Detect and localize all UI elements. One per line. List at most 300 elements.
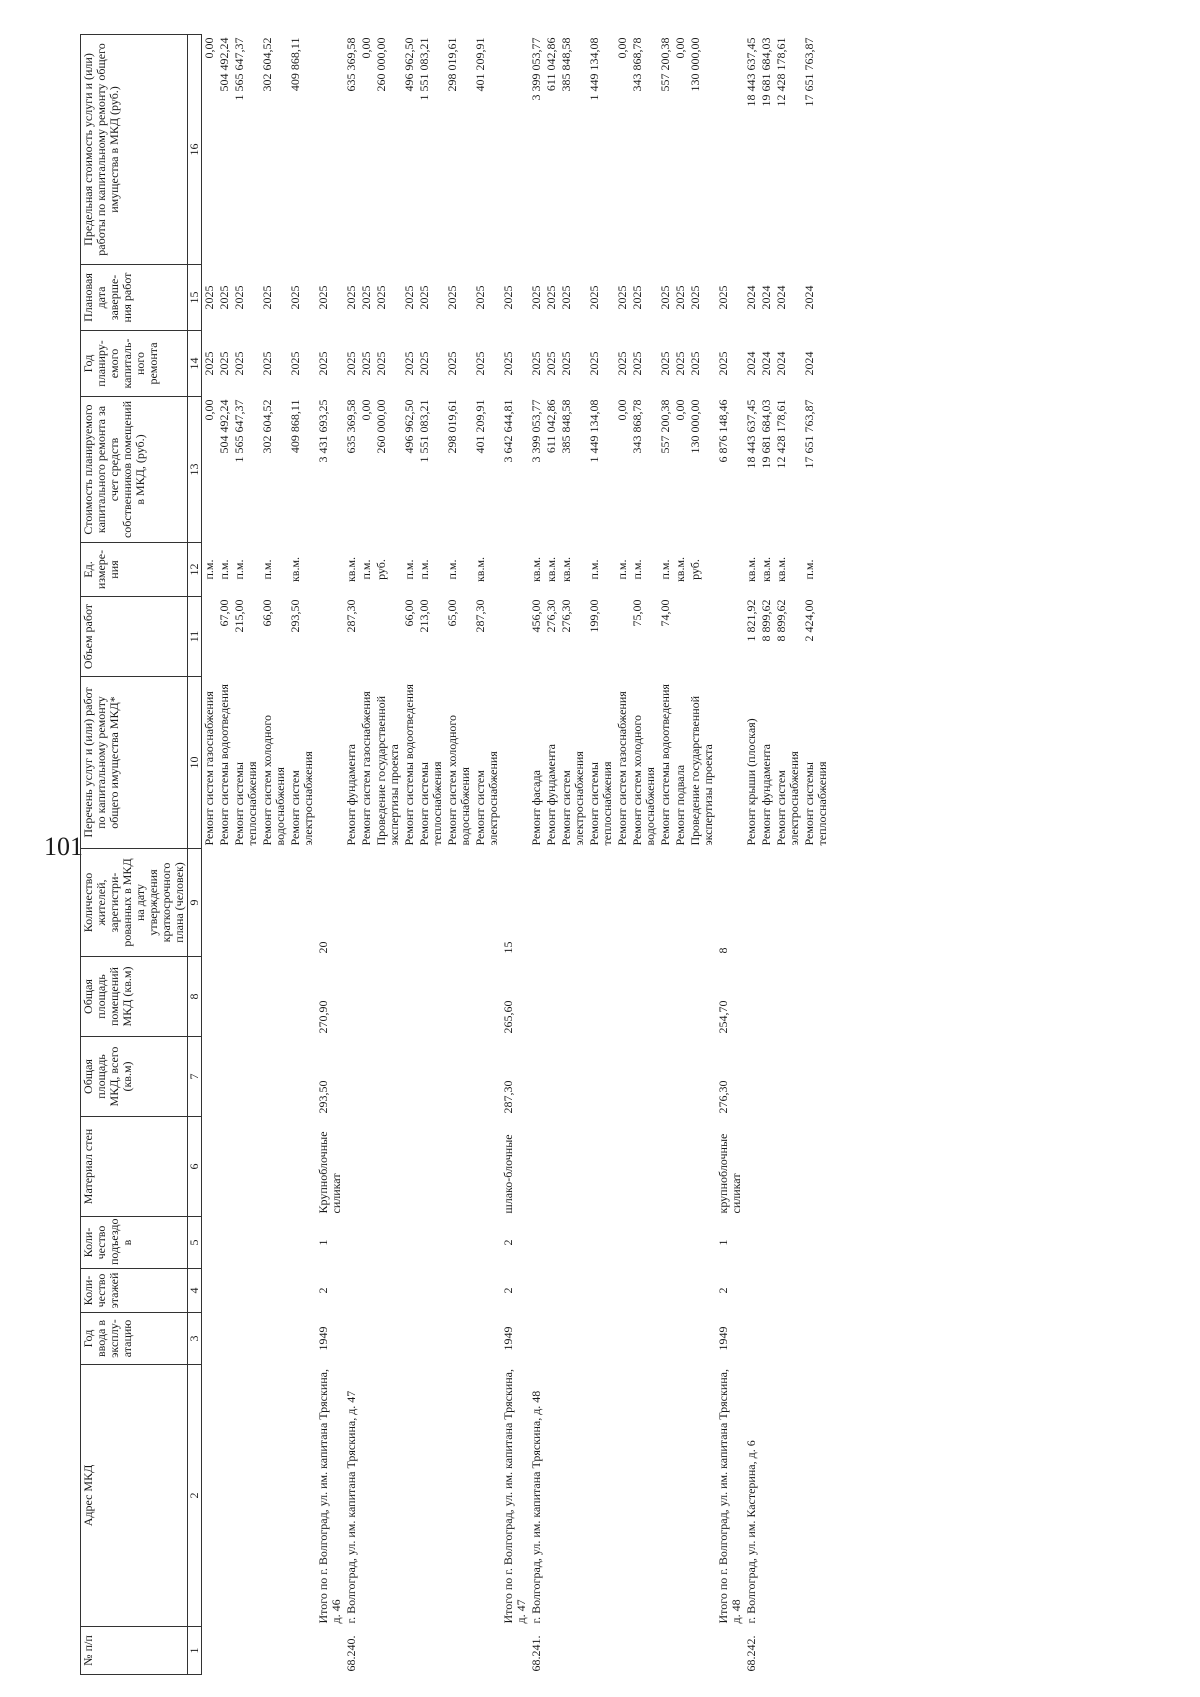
table-cell: 2 [716,1287,730,1294]
table-cell: 17 651 763,87 [802,399,816,469]
table-header-row [81,35,188,1675]
table-cell: кв.м. [473,556,487,583]
table-cell: Ремонт систем электроснабжения [288,751,315,846]
table-cell: 557 200,38 [658,37,672,92]
table-cell: 2025 [402,351,416,376]
table-cell: 2025 [374,285,388,310]
table-cell: кв.м. [744,556,758,583]
table-cell [529,849,544,957]
table-cell: 302 604,52 [260,399,274,454]
table-row [587,35,615,1675]
table-cell: 2025 [217,351,231,376]
table-cell: Ремонт систем холодного водоснабжения [445,714,472,846]
table-cell [559,1217,587,1269]
table-cell [232,849,260,957]
table-cell: 215,00 [232,599,246,633]
table-cell [501,35,529,265]
table-cell [688,1313,716,1365]
table-cell: 2025 [232,351,246,376]
table-cell [759,1313,774,1365]
table-cell [217,1117,232,1217]
table-cell [630,1313,658,1365]
table-cell: 287,30 [344,599,358,633]
table-cell: 65,00 [445,599,459,627]
table-cell [232,1117,260,1217]
table-cell: 2025 [529,285,543,310]
table-row [615,35,630,1675]
table-cell [716,1627,744,1675]
table-cell [402,957,417,1037]
table-row [630,35,658,1675]
table-cell [473,1037,501,1117]
table-cell [630,1269,658,1313]
table-cell: 3 642 644,81 [501,399,515,463]
table-cell [445,1365,473,1627]
table-cell: 611 042,86 [544,399,558,454]
table-cell: 2025 [417,285,431,310]
table-cell: 611 042,86 [544,37,558,92]
column-header: Коли- чество подъездо в [81,1217,188,1269]
table-row [759,35,774,1675]
column-number: 12 [188,543,202,597]
table-cell [774,1627,802,1675]
table-cell: г. Волгоград, ул. им. капитана Тряскина, д. 47 [344,1390,358,1624]
table-cell: п.м. [630,559,644,580]
table-cell: п.м. [658,559,672,580]
table-cell [501,677,529,849]
table-cell [288,957,316,1037]
table-cell [374,1217,402,1269]
table-cell: п.м. [217,559,231,580]
table-row [260,35,288,1675]
table-cell: 635 369,58 [344,37,358,92]
table-cell: 1949 [316,1326,330,1351]
table-cell [260,1117,288,1217]
column-header: № п/п [81,1627,188,1675]
table-cell [232,1627,260,1675]
table-cell [544,1117,559,1217]
table-cell: шлако-блочные [501,1134,515,1214]
table-cell [587,1269,615,1313]
table-cell [587,849,615,957]
table-cell [374,1627,402,1675]
table-cell: 2024 [802,351,816,376]
column-number: 15 [188,265,202,331]
table-cell: 12 428 178,61 [774,37,788,107]
table-cell: 68.241. [529,1635,543,1672]
table-cell [744,1217,759,1269]
table-cell [559,1365,587,1627]
table-cell: 0,00 [615,399,629,421]
table-cell: 3 399 053,77 [529,37,543,101]
table-cell: 2025 [417,351,431,376]
table-cell [658,1117,673,1217]
table-cell [359,957,374,1037]
table-cell: 2025 [359,351,373,376]
table-cell [359,1269,374,1313]
table-row [688,35,716,1675]
table-cell [615,1627,630,1675]
page-number: 101 [44,832,83,861]
table-cell: Проведение государственной экспертизы проекта [688,695,715,846]
table-cell [417,1217,445,1269]
table-cell [759,1365,774,1627]
table-cell [217,849,232,957]
table-cell [587,1627,615,1675]
table-cell: 0,00 [673,399,687,421]
table-cell [316,1627,344,1675]
table-cell: 12 428 178,61 [774,399,788,469]
table-cell: Ремонт систем газоснабжения [359,691,373,846]
table-cell: 2025 [202,285,216,310]
column-header: Стоимость планируемого капитального ремонта за счет средств собственников помещений в МКД, (руб.) [81,397,188,543]
table-row [744,35,759,1675]
table-row [445,35,473,1675]
table-cell: 2025 [359,285,373,310]
table-cell [417,1365,445,1627]
table-cell [774,1313,802,1365]
table-cell [260,1365,288,1627]
table-cell [217,957,232,1037]
column-number: 16 [188,35,202,265]
table-cell [374,1365,402,1627]
column-number: 13 [188,397,202,543]
table-cell [615,1313,630,1365]
table-cell: п.м. [417,559,431,580]
table-cell [802,957,830,1037]
table-cell [473,1217,501,1269]
table-row [658,35,673,1675]
table-cell [744,1269,759,1313]
table-cell: п.м. [802,559,816,580]
table-cell: 3 399 053,77 [529,399,543,463]
table-cell: 213,00 [417,599,431,633]
table-cell [417,1313,445,1365]
table-cell [802,1313,830,1365]
table-cell: 287,30 [501,1080,515,1114]
table-cell [759,1269,774,1313]
table-cell: Ремонт системы водоотведения [658,684,672,846]
table-cell: 2024 [774,351,788,376]
table-cell: 2025 [344,285,358,310]
table-cell [202,1365,218,1627]
table-cell: кв.м. [544,556,558,583]
table-cell [473,1117,501,1217]
table-cell: 2025 [202,351,216,376]
table-cell [402,1365,417,1627]
table-cell: 2024 [744,351,758,376]
table-cell [374,597,402,677]
table-cell [217,1269,232,1313]
table-cell: 2025 [559,285,573,310]
table-cell: 18 443 637,45 [744,399,758,469]
table-cell [587,957,615,1037]
table-cell [288,1365,316,1627]
table-cell: Ремонт системы теплоснабжения [232,761,259,846]
table-cell [232,957,260,1037]
table-cell: 2025 [501,351,515,376]
table-cell [501,1627,529,1675]
table-cell [615,1365,630,1627]
table-cell [473,1269,501,1313]
table-cell: 2025 [630,285,644,310]
table-cell [202,1627,218,1675]
table-cell [688,957,716,1037]
table-cell: 2025 [473,351,487,376]
table-cell: Итого по г. Волгоград, ул. им. капитана Тряскина, д. 46 [316,1369,343,1624]
table-cell [217,1037,232,1117]
capital-repair-table [80,34,830,1675]
column-header: Объем работ [81,597,188,677]
table-cell [288,1627,316,1675]
table-cell: 2025 [501,285,515,310]
table-cell: 276,30 [716,1080,730,1114]
table-cell: 409 868,11 [288,399,302,454]
table-cell [359,1117,374,1217]
table-cell: 19 681 684,03 [759,399,773,469]
table-cell: 456,00 [529,599,543,633]
table-cell: 17 651 763,87 [802,37,816,107]
table-cell [802,1217,830,1269]
table-cell: 2025 [260,285,274,310]
table-cell [473,1365,501,1627]
table-cell [417,957,445,1037]
table-cell [774,1217,802,1269]
table-cell [802,849,830,957]
table-cell [559,957,587,1037]
table-cell [473,957,501,1037]
table-cell [359,1037,374,1117]
table-cell: 20 [316,941,330,954]
table-cell: 3 431 693,25 [316,399,330,463]
column-header: Перечень услуг и (или) работ по капитальному ремонту общего имущества МКД* [81,677,188,849]
table-cell [658,1313,673,1365]
table-cell: Ремонт систем холодного водоснабжения [260,714,287,846]
table-cell: 293,50 [288,599,302,633]
table-cell [402,1313,417,1365]
table-cell: 68.242. [744,1635,758,1672]
table-row [417,35,445,1675]
table-cell: 1949 [716,1326,730,1351]
table-cell [217,1627,232,1675]
table-cell: 2025 [559,351,573,376]
table-cell [232,1269,260,1313]
table-cell: 2025 [658,285,672,310]
table-cell [260,957,288,1037]
table-cell: 265,60 [501,1000,515,1034]
table-cell: 385 848,58 [559,399,573,454]
column-header: Ед. измере- ния [81,543,188,597]
table-cell: Ремонт фасада [529,770,543,846]
table-cell [316,677,344,849]
table-cell: руб. [374,559,388,580]
table-cell: 496 962,50 [402,399,416,454]
table-cell [587,1117,615,1217]
table-cell [402,849,417,957]
column-header: Материал стен [81,1117,188,1217]
table-cell [402,1217,417,1269]
table-cell [759,1627,774,1675]
table-cell: 298 019,61 [445,37,459,92]
table-cell [673,597,688,677]
table-cell [260,1269,288,1313]
table-cell [759,849,774,957]
table-cell [673,1217,688,1269]
table-cell [615,1037,630,1117]
table-cell: 1 565 647,37 [232,399,246,463]
table-cell: 15 [501,941,515,954]
table-cell [587,1365,615,1627]
table-cell [344,849,359,957]
table-cell: 2 [316,1287,330,1294]
table-cell: 496 962,50 [402,37,416,92]
rotated-table-container [80,35,1180,1675]
table-cell: 2 [501,1239,515,1246]
table-cell [217,1313,232,1365]
table-cell: 287,30 [473,599,487,633]
table-cell: 401 209,91 [473,399,487,454]
table-cell [374,1117,402,1217]
table-cell [802,1117,830,1217]
table-cell [544,1217,559,1269]
table-cell [445,1627,473,1675]
table-cell [759,1217,774,1269]
table-row [316,35,344,1675]
table-cell: 298 019,61 [445,399,459,454]
table-cell [217,1217,232,1269]
table-cell [673,957,688,1037]
table-cell [359,1217,374,1269]
column-number: 4 [188,1269,202,1313]
table-cell [202,1217,218,1269]
table-cell [445,1037,473,1117]
table-cell [759,957,774,1037]
column-header: Плановая дата заверше- ния работ [81,265,188,331]
table-cell [630,1217,658,1269]
table-cell: Итого по г. Волгоград, ул. им. капитана Тряскина, д. 47 [501,1369,528,1624]
table-cell [559,849,587,957]
table-cell [402,1269,417,1313]
table-row [529,35,544,1675]
table-cell [445,1313,473,1365]
table-cell [344,1217,359,1269]
table-cell [744,1037,759,1117]
table-cell [344,1117,359,1217]
table-cell [688,1117,716,1217]
table-cell [802,1627,830,1675]
table-cell: Ремонт системы водоотведения [217,684,231,846]
table-cell: Ремонт системы водоотведения [402,684,416,846]
table-cell: 2025 [288,351,302,376]
table-cell [473,849,501,957]
table-cell: 2025 [688,285,702,310]
table-cell: 0,00 [615,37,629,59]
table-cell [374,957,402,1037]
table-cell [716,543,744,597]
table-cell [417,849,445,957]
table-cell: 2025 [445,351,459,376]
table-cell: п.м. [615,559,629,580]
table-cell [630,1627,658,1675]
table-cell [774,849,802,957]
table-cell: 504 492,24 [217,37,231,92]
table-cell: 68.240. [344,1635,358,1672]
table-cell: 2025 [217,285,231,310]
table-cell [445,1269,473,1313]
table-cell: 504 492,24 [217,399,231,454]
table-cell [630,957,658,1037]
table-cell: 199,00 [587,599,601,633]
table-cell: Ремонт систем газоснабжения [202,691,216,846]
table-cell: Ремонт систем электроснабжения [473,751,500,846]
table-cell [445,849,473,957]
table-cell [359,849,374,957]
table-row [501,35,529,1675]
table-cell [374,1037,402,1117]
table-cell [529,1117,544,1217]
table-cell: Проведение государственной экспертизы проекта [374,695,401,846]
table-cell: п.м. [202,559,216,580]
table-cell: кв.м. [774,556,788,583]
column-number: 7 [188,1037,202,1117]
table-cell [630,1117,658,1217]
table-cell [473,1627,501,1675]
table-cell: 302 604,52 [260,37,274,92]
table-cell: 2025 [716,351,730,376]
table-cell [232,1313,260,1365]
table-cell [673,1117,688,1217]
table-row [802,35,830,1675]
table-cell: 2025 [587,285,601,310]
table-cell: 293,50 [316,1080,330,1114]
table-cell [688,849,716,957]
table-cell: Ремонт крыши (плоская) [744,718,758,846]
table-cell [417,1117,445,1217]
table-cell [744,1313,759,1365]
table-cell [688,1269,716,1313]
table-cell: 260 000,00 [374,37,388,92]
table-cell: п.м. [260,559,274,580]
column-header: Общая площадь МКД, всего (кв.м) [81,1037,188,1117]
table-cell: Ремонт системы теплоснабжения [417,761,444,846]
table-cell [344,957,359,1037]
column-number: 14 [188,331,202,397]
table-cell: 1 551 083,21 [417,37,431,101]
table-cell: 2025 [615,351,629,376]
table-cell [202,957,218,1037]
table-cell: 2025 [630,351,644,376]
table-cell [288,849,316,957]
table-cell [445,957,473,1037]
table-cell [615,957,630,1037]
table-cell [202,1269,218,1313]
column-number: 11 [188,597,202,677]
table-cell: 2025 [344,351,358,376]
table-cell [473,1313,501,1365]
table-cell [529,1269,544,1313]
table-cell: кв.м. [759,556,773,583]
table-cell: 401 209,91 [473,37,487,92]
table-cell [559,1269,587,1313]
table-cell: 2025 [688,351,702,376]
table-cell: кв.м. [344,556,358,583]
table-cell: 343 868,78 [630,399,644,454]
table-row [202,35,218,1675]
table-cell: 1 551 083,21 [417,399,431,463]
table-cell [716,677,744,849]
table-cell [316,35,344,265]
table-cell: 2025 [658,351,672,376]
